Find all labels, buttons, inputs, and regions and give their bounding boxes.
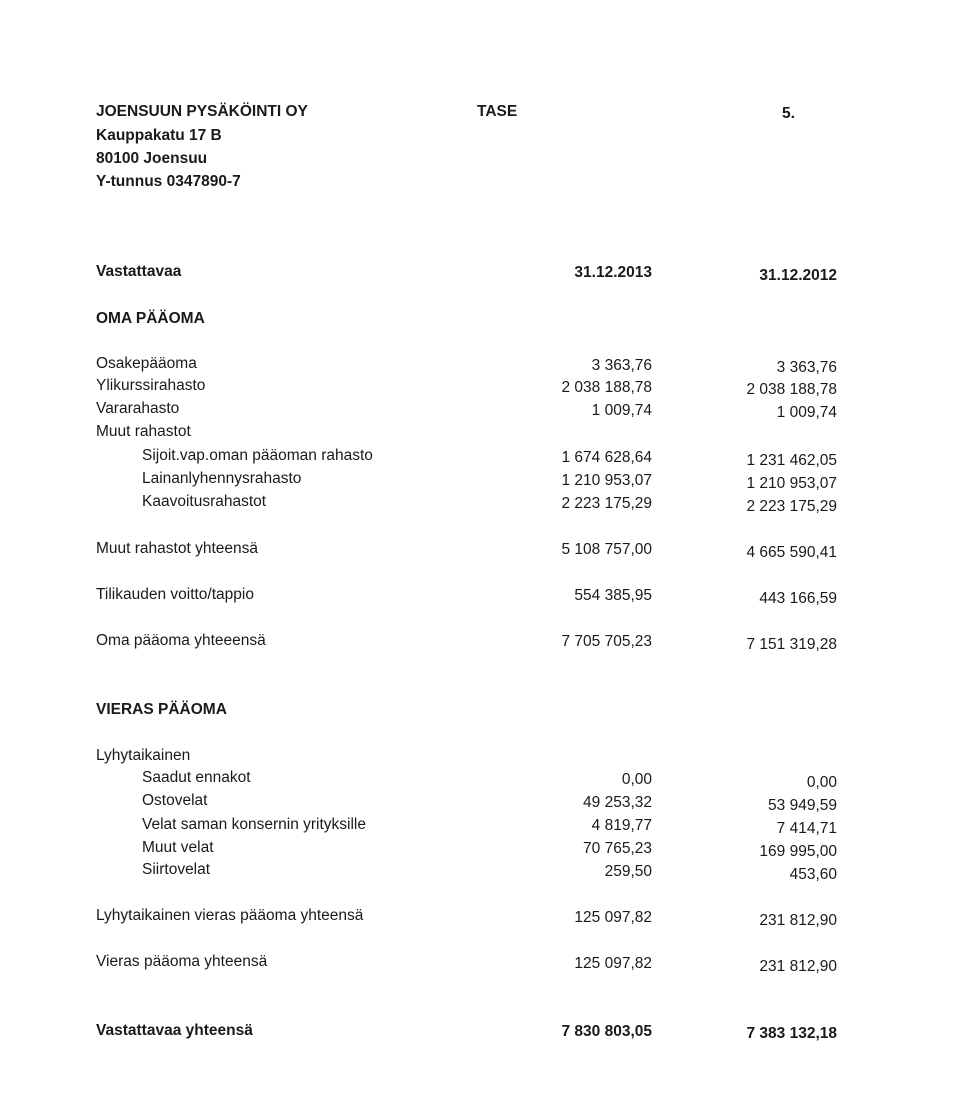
row-value-2012: 7 151 319,28: [746, 636, 837, 653]
row-value-2012: 231 812,90: [759, 912, 837, 929]
equity-heading: OMA PÄÄOMA: [96, 310, 205, 327]
row-label: Ylikurssirahasto: [96, 377, 206, 394]
column-year-2012: 31.12.2012: [759, 267, 837, 284]
row-value-2013: 1 674 628,64: [561, 449, 652, 466]
row-label: Ostovelat: [142, 792, 208, 809]
company-name: JOENSUUN PYSÄKÖINTI OY: [96, 103, 308, 120]
row-value-2013: 125 097,82: [574, 955, 652, 972]
row-value-2013: 49 253,32: [583, 794, 652, 811]
grand-total-2013: 7 830 803,05: [561, 1023, 652, 1040]
grand-total-2012: 7 383 132,18: [746, 1025, 837, 1042]
row-label: Velat saman konsernin yrityksille: [142, 816, 366, 833]
company-postal: 80100 Joensuu: [96, 150, 208, 167]
row-value-2012: 169 995,00: [759, 843, 837, 860]
row-label: Lainanlyhennysrahasto: [142, 470, 302, 487]
company-address: Kauppakatu 17 B: [96, 127, 222, 144]
row-label: Vararahasto: [96, 400, 180, 417]
short-term-label: Lyhytaikainen: [96, 747, 191, 764]
row-value-2013: 70 765,23: [583, 840, 652, 857]
row-value-2013: 2 038 188,78: [561, 379, 652, 396]
liabilities-heading: VIERAS PÄÄOMA: [96, 701, 227, 718]
row-label: Vieras pääoma yhteensä: [96, 953, 268, 970]
row-label: Sijoit.vap.oman pääoman rahasto: [142, 447, 373, 464]
row-value-2013: 1 009,74: [591, 402, 652, 419]
row-value-2012: 0,00: [806, 774, 837, 791]
muut-rahastot-label: Muut rahastot: [96, 423, 191, 440]
row-label: Muut rahastot yhteensä: [96, 540, 258, 557]
document-title: TASE: [477, 103, 518, 120]
row-value-2013: 2 223 175,29: [561, 495, 652, 512]
row-value-2012: 7 414,71: [776, 820, 837, 837]
row-value-2012: 1 210 953,07: [746, 475, 837, 492]
row-value-2013: 259,50: [604, 863, 652, 880]
row-value-2012: 443 166,59: [759, 590, 837, 607]
row-value-2013: 125 097,82: [574, 909, 652, 926]
row-value-2013: 0,00: [621, 771, 652, 788]
row-label: Muut velat: [142, 839, 214, 856]
business-id: Y-tunnus 0347890-7: [96, 173, 241, 190]
row-value-2012: 4 665 590,41: [746, 544, 837, 561]
grand-total-label: Vastattavaa yhteensä: [96, 1022, 253, 1039]
page-number: 5.: [782, 105, 795, 122]
row-value-2012: 2 038 188,78: [746, 381, 837, 398]
row-label: Kaavoitusrahastot: [142, 493, 267, 510]
row-value-2013: 3 363,76: [591, 357, 652, 374]
row-value-2013: 1 210 953,07: [561, 472, 652, 489]
column-label: Vastattavaa: [96, 263, 182, 280]
row-value-2012: 453,60: [789, 866, 837, 883]
row-value-2013: 554 385,95: [574, 587, 652, 604]
row-label: Saadut ennakot: [142, 769, 251, 786]
column-year-2013: 31.12.2013: [574, 264, 652, 281]
row-value-2013: 4 819,77: [591, 817, 652, 834]
row-value-2012: 231 812,90: [759, 958, 837, 975]
row-value-2012: 1 231 462,05: [746, 452, 837, 469]
row-label: Siirtovelat: [142, 861, 211, 878]
row-value-2012: 3 363,76: [776, 359, 837, 376]
row-label: Oma pääoma yhteeensä: [96, 632, 266, 649]
row-value-2012: 1 009,74: [776, 404, 837, 421]
row-value-2012: 2 223 175,29: [746, 498, 837, 515]
row-label: Lyhytaikainen vieras pääoma yhteensä: [96, 907, 364, 924]
row-label: Tilikauden voitto/tappio: [96, 586, 254, 603]
row-value-2012: 53 949,59: [768, 797, 837, 814]
row-value-2013: 5 108 757,00: [561, 541, 652, 558]
row-value-2013: 7 705 705,23: [561, 633, 652, 650]
row-label: Osakepääoma: [96, 355, 197, 372]
